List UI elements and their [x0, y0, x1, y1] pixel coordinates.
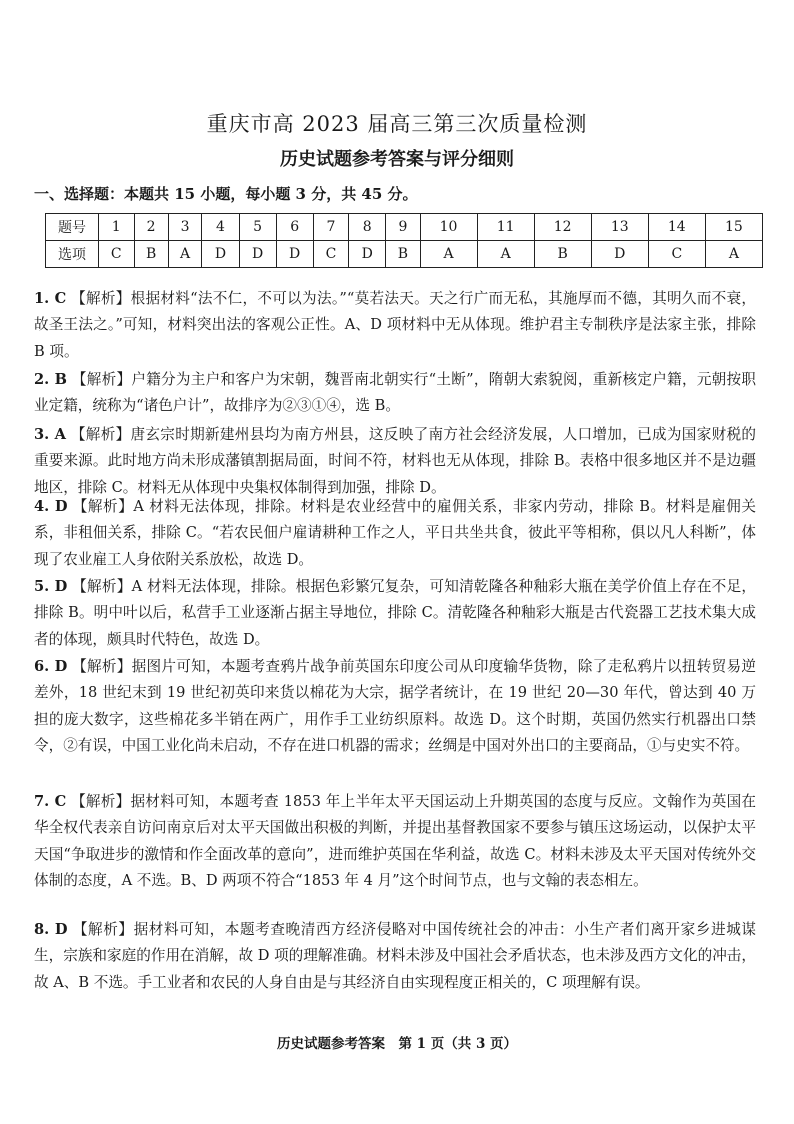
question-number: 3 [168, 214, 202, 241]
item-explanation: 【解析】唐玄宗时期新建州县均为南方州县，这反映了南方社会经济发展，人口增加，已成为国家财税的重要来源。此时地方尚未形成藩镇割据局面，时间不符，材料也无从体现，排除 B。表格中很多地区并不是边疆地区，排除 C。材料无从体现中央集权体制得到加强，排除 D。 [34, 426, 757, 496]
item-explanation: 【解析】据图片可知，本题考查鸦片战争前英国东印度公司从印度输华货物，除了走私鸦片以扭转贸易逆差外，18 世纪末到 19 世纪初英印来货以棉花为大宗，据学者统计，在 19 世纪 20—30 年代，曾达到 40 万担的庞大数字，这些棉花多半销在两广，用作手工业纺织原料。故选 D。这个时期，英国仍然实行机器出口禁令，②有误，中国工业化尚未启动，不存在进口机器的需求；丝绸是中国对外出口的主要商品，①与史实不符。 [34, 658, 756, 755]
number-row-label: 题号 [46, 214, 99, 241]
option-row-label: 选项 [46, 241, 99, 268]
question-number: 7 [313, 214, 349, 241]
answer-item-8 [34, 917, 756, 996]
answer-item-4 [34, 494, 756, 573]
item-number: 1. C [34, 290, 67, 307]
answer-option: B [386, 241, 420, 268]
exam-subtitle: 历史试题参考答案与评分细则 [280, 149, 514, 170]
question-number: 14 [648, 214, 705, 241]
answer-option: D [591, 241, 648, 268]
answer-option: B [134, 241, 168, 268]
answer-table [45, 213, 763, 268]
item-number: 3. A [34, 426, 66, 443]
answer-option: D [349, 241, 386, 268]
answer-item-6 [34, 654, 756, 760]
question-number: 11 [477, 214, 534, 241]
answer-option: C [648, 241, 705, 268]
exam-title: 重庆市高 2023 届高三第三次质量检测 [206, 112, 588, 136]
item-number: 8. D [34, 921, 68, 938]
answer-item-1 [34, 286, 756, 365]
item-number: 7. C [34, 793, 67, 810]
item-explanation: 【解析】A 材料无法体现，排除。材料是农业经营中的雇佣关系，非家内劳动，排除 B。材料是雇佣关系，非租佃关系，排除 C。“若农民佃户雇请耕种工作之人，平日共坐共食，彼此平等相称，俱以凡人科断”，体现了农业雇工人身依附关系放松，故选 D。 [34, 498, 756, 568]
answer-option: D [276, 241, 313, 268]
answer-option: A [705, 241, 762, 268]
page-footer: 历史试题参考答案 第 1 页（共 3 页） [276, 1036, 518, 1052]
answer-option: B [534, 241, 591, 268]
item-number: 2. B [34, 371, 67, 388]
answer-item-5 [34, 574, 756, 653]
item-explanation: 【解析】户籍分为主户和客户为宋朝，魏晋南北朝实行“土断”，隋朝大索貌阅，重新核定户籍，元朝按职业定籍，统称为“诸色户计”，故排序为②③①④，选 B。 [34, 371, 757, 415]
answer-option: A [477, 241, 534, 268]
answer-option: C [99, 241, 135, 268]
answer-option: A [168, 241, 202, 268]
answer-option: A [420, 241, 477, 268]
item-number: 5. D [34, 578, 68, 595]
question-number: 9 [386, 214, 420, 241]
answer-option: D [202, 241, 239, 268]
answer-table-number-row [46, 214, 763, 241]
question-number: 2 [134, 214, 168, 241]
question-number: 6 [276, 214, 313, 241]
answer-option: C [313, 241, 349, 268]
question-number: 13 [591, 214, 648, 241]
question-number: 8 [349, 214, 386, 241]
answer-item-3 [34, 422, 756, 501]
question-number: 12 [534, 214, 591, 241]
question-number: 4 [202, 214, 239, 241]
section-heading: 一、选择题：本题共 15 小题，每小题 3 分，共 45 分。 [34, 185, 418, 203]
answer-option: D [239, 241, 276, 268]
question-number: 15 [705, 214, 762, 241]
answer-item-2 [34, 367, 756, 420]
question-number: 5 [239, 214, 276, 241]
item-explanation: 【解析】据材料可知，本题考查晚清西方经济侵略对中国传统社会的冲击：小生产者们离开家乡进城谋生，宗族和家庭的作用在消解，故 D 项的理解准确。材料未涉及中国社会矛盾状态，也未涉及西方文化的冲击，故 A、B 不选。手工业者和农民的人身自由是与其经济自由实现程度正相关的，C 项理解有误。 [34, 921, 756, 991]
item-explanation: 【解析】据材料可知，本题考查 1853 年上半年太平天国运动上升期英国的态度与反应。文翰作为英国在华全权代表亲自访问南京后对太平天国做出积极的判断，并提出基督教国家不要参与镇压这场运动，以保护太平天国“争取进步的激情和作全面改革的意向”，进而维护英国在华利益，故选 C。材料未涉及太平天国对传统外交体制的态度，A 不选。B、D 两项不符合“1853 年 4 月”这个时间节点，也与文翰的表态相左。 [34, 793, 757, 890]
answer-table-option-row [46, 241, 763, 268]
item-number: 4. D [34, 498, 68, 515]
question-number: 1 [99, 214, 135, 241]
question-number: 10 [420, 214, 477, 241]
item-number: 6. D [34, 658, 68, 675]
answer-item-7 [34, 789, 756, 895]
item-explanation: 【解析】根据材料“法不仁，不可以为法。”“莫若法天。天之行广而无私，其施厚而不德，其明久而不衰，故圣王法之。”可知，材料突出法的客观公正性。A、D 项材料中无从体现。维护君主专制秩序是法家主张，排除 B 项。 [34, 290, 757, 360]
item-explanation: 【解析】A 材料无法体现，排除。根据色彩繁冗复杂，可知清乾隆各种釉彩大瓶在美学价值上存在不足，排除 B。明中叶以后，私营手工业逐渐占据主导地位，排除 C。清乾隆各种釉彩大瓶是古代瓷器工艺技术集大成者的体现，颇具时代特色，故选 D。 [34, 578, 756, 648]
